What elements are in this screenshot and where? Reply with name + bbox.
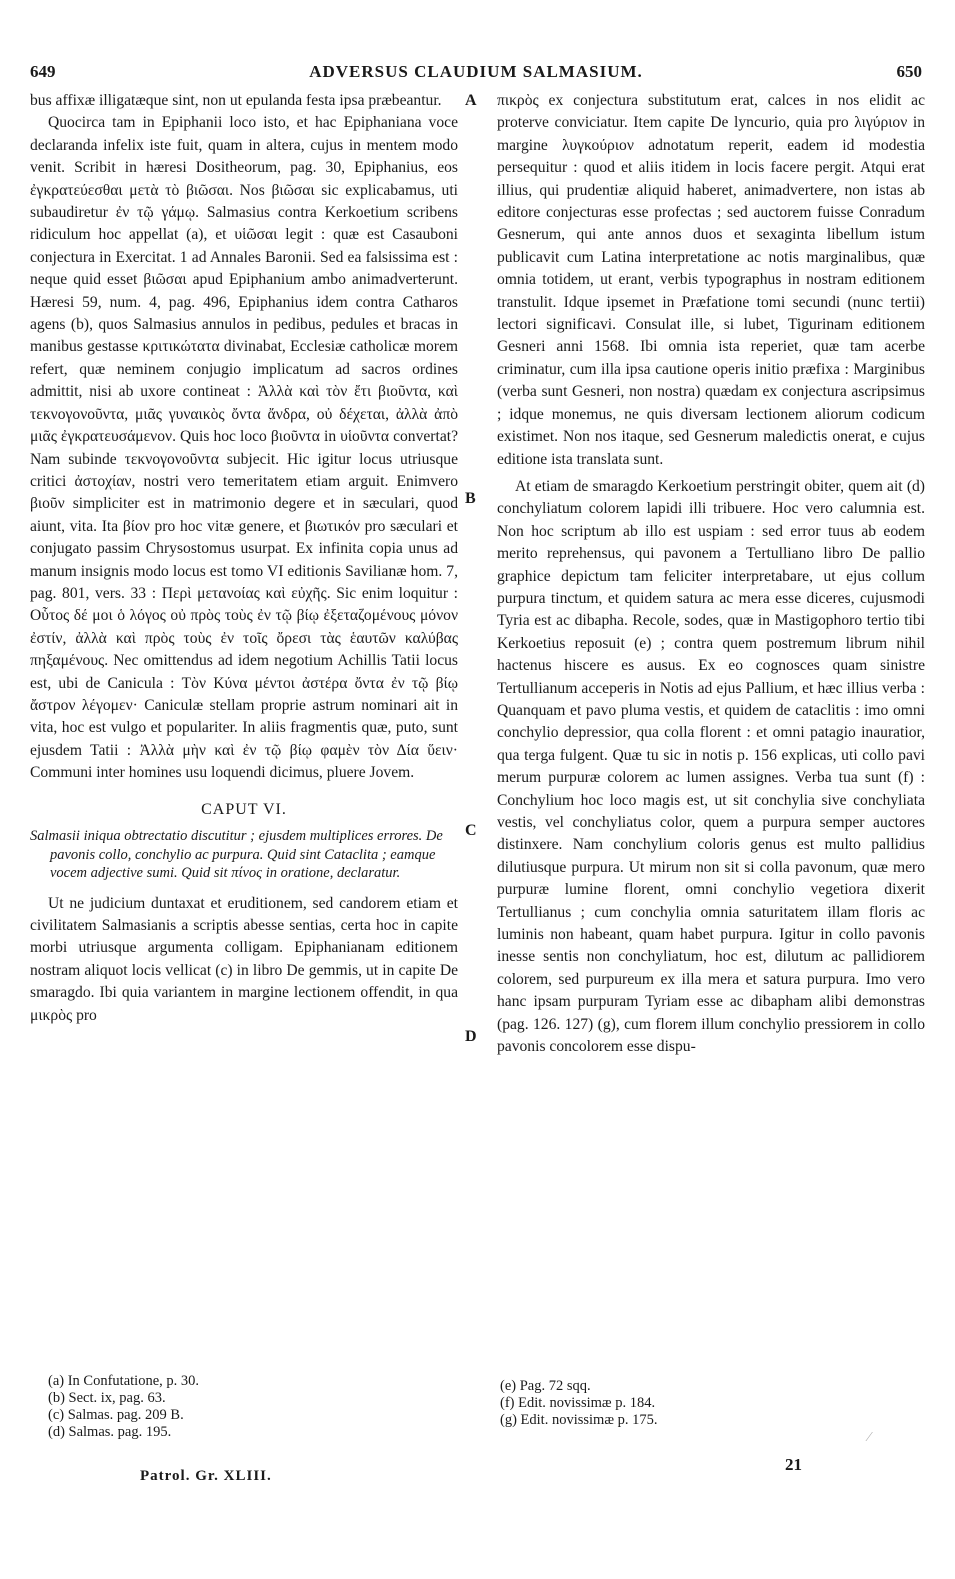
chapter-title: CAPUT VI. (201, 800, 287, 818)
left-paragraph: Quocirca tam in Epiphanii loco isto, et hac Epiphaniana voce declaranda infelix iste fuit, quam in altera, cujus in mentem modo venit. Scribit in hæresi Dositheorum, pag. 30, Epiphanius, eos ἐγκρατεύεσθαι μετὰ τὸ βιῶσαι. Nos βιῶσαι sic explicabamus, uti subaudiretur ἐν τῷ γάμῳ. Salmasius contra Kerkoetium scribens ridiculum hoc appellat (a), et υἱῶσαι legit : quæ est Casauboni conjectura in Exercitat. 1 ad Annales Baronii. Sed ea falsissima est : neque quid esset βιῶσαι apud Epiphanium ambo animadverterunt. Hæresi 59, num. 4, pag. 496, Epiphanius idem contra Catharos agens (b), quos Salmasius annulos in pedibus, pedules et bracas in manibus gestasse κριτικώτατα divinabat, Ecclesiæ catholicæ morem refert, quæ neminem conjugio implicatum ad sacros ordines admittit, nisi ab uxore contineat : Ἀλλὰ καὶ τὸν ἔτι βιοῦντα, καὶ τεκνογονοῦντα, μιᾶς γυναικὸς ὄντα ἄνδρα, οὐ δέχεται, ἀλλὰ ἀπὸ μιᾶς ἐγκρατευσάμενον. Quis hoc loco βιοῦντα in υἱοῦντα convertat? Nam subinde τεκνογονοῦντα subjecit. Hic igitur locus utriusque critici ἀστοχίαν, nostri vero temeritatem etiam arguit. Enimvero βιοῦν simpliciter est in matrimonio degere et in sæculari, quod aiunt, vita. Ita βίον pro hoc vitæ genere, et βιωτικόν pro sæculari et conjugato passim Chrysostomus usurpat. Ex infinita copia unus ad manum insignis modo locus est tomo VI editionis Savilianæ hom. 7, pag. 801, vers. 33 : Περὶ μετανοίας καὶ εὐχῆς. Sic enim loquitur : Οὗτος δέ μοι ὁ λόγος οὐ πρὸς τοὺς ἐν τῷ βίῳ ἐξεταζομένους μόνον ἐστίν, ἀλλὰ καὶ πρὸς τοὺς ἐν τοῖς ὄρεσι τὰς ἑαυτῶν καλύβας πηξαμένους. Nec omittendus ad idem negotium Achillis Tatii locus est, ubi de Canicula : Τὸν Κύνα μέντοι ἀστέρα ὄντα ἐν τῷ βίῳ ἄστρον λέγομεν· Caniculæ stellam proprie astrum nominari ait in vita, hoc est vulgo et populariter. In aliis fragmentis quæ, puto, sunt ejusdem Tatii : Ἀλλὰ μὴν καὶ ἐν τῷ βίῳ φαμὲν τὸν Δία ὕειν· Communi inter homines usu loquendi dicimus, pluere Jovem. (30, 114, 458, 782)
footnote: (f) Edit. novissimæ p. 184. (500, 1395, 656, 1411)
left-paragraph: bus affixæ illigatæque sint, non ut epulanda festa ipsa præbeantur. (30, 92, 442, 109)
margin-marker-c: C (465, 822, 477, 839)
chapter-summary: Salmasii iniqua obtrectatio discutitur ; ejusdem multiplices errores. De pavonis collo, conchylio ac purpura. Quid sint Cataclita ; eamque vocem adjective sumi. Quid sit πίνος in oratione, declaratur. (30, 828, 443, 881)
left-column (30, 90, 458, 1027)
footnote: (g) Edit. novissimæ p. 175. (500, 1412, 658, 1428)
footnote: (d) Salmas. pag. 195. (48, 1424, 172, 1440)
margin-marker-d: D (465, 1028, 477, 1045)
margin-marker-b: B (465, 490, 476, 507)
right-paragraph: At etiam de smaragdo Kerkoetium perstringit obiter, quem ait (d) conchyliatum colorem lapidi illi tribuere. Hoc vero calumnia est. Non hoc scriptum ab illo est uspiam : sed error tuus ab eodem merito reprehensus, qui pavonem a Tertulliano libro De pallio graphice depictum tam feliciter interpretabare, ut ejus collum purpura tinctum, et quidem satura ac mera esse diceres, cujusmodi Tyria est ac dibapha. Recole, sodes, quæ in Mastigophoro tertio tibi Kerkoetius reposuit (e) ; contra quem postremum librum nihil hactenus hiscere es ausus. Ex eo cognosces quam sinistre Tertullianum acceperis in Notis ad ejus Pallium, et hæc illius verba : Quanquam et pavo pluma vestis, et quidem de cataclitis : imo omni conchylio depressior, qua colla florent : et omni patagio inauratior, qua terga fulgent. Quæ tu sic in notis p. 156 explicas, uti collo pavi merum purpuræ colorem ac lumen assignes. Verba tua sunt (f) : Conchylium hoc loco magis est, ut sit conchylia sive conchyliata vestis, vel conchyliatus color, quem a purpura semper auctores distinxere. Nam conchylium coloris genus est multo pallidius dilutiusque purpura. Ut mirum non sit si colla pavonum, quæ mero purpuræ lumine florent, omni conchylio vegetiora dixerit Tertullianus ; cum conchylia omnia saturitatem illam floris ac luminis non habeant, quam habet purpura. Igitur in collo pavonis inesse sentis non conchyliatum, hoc est, dilutum ac pallidiorem colorem, sed purpureum ex illa mera et satura purpura. Imo vero hanc ipsam purpuram Tyriam esse ac dibapham alibi demonstras (pag. 126. 127) (g), cum florem illum conchylio pressiorem in collo pavonis concolorem esse dispu- (497, 477, 925, 1056)
footnote: (a) In Confutatione, p. 30. (48, 1373, 200, 1389)
right-paragraph: πικρὸς ex conjectura substitutum erat, calces in nos elidit ac proterve conviciatur. Item capite De lyncurio, quia pro λιγύριον in margine λυγκούριον adnotatum reperit, eadem id modestia persequitur : quod et aliis itidem in locis facere pergit. Atqui erat illius, qui prudentiæ aliquid haberet, animadvertere, non istas ab editore conjecturas esse profectas ; sed auctorem fuisse Conradum Gesnerum, qui ante annos duos et sexaginta libellum istum publicavit cum Latina interpretatione ac notis marginalibus, quæ omnia totidem, ut erant, verbis typographus in nostram editionem transtulit. Idque ipsemet in Præfatione tomi secundi (nunc tertii) lectori significavi. Consulat ille, si lubet, Tigurinam editionem Gesneri anni 1568. Ibi omnia ista reperiet, quæ tam acerbe criminatur, cum illa ipsa cautione operis initio præfixa : Marginibus (verba sunt Gesneri, non nostra) quædam ex conjectura ascripsimus ; idque monemus, ne quis diversam lectionem aliorum codicum existimet. Non nos itaque, sed Gesnerum maledictis onerat, e cujus editione ista translata sunt. (497, 92, 925, 468)
left-column-number: 649 (30, 62, 56, 81)
patrologia-signature-line: Patrol. Gr. XLIII. (140, 1468, 272, 1484)
right-column (497, 90, 925, 1058)
running-header (30, 62, 922, 86)
footnote: (b) Sect. ix, pag. 63. (48, 1390, 166, 1406)
running-title: ADVERSUS CLAUDIUM SALMASIUM. (309, 62, 643, 81)
right-column-number: 650 (896, 62, 922, 81)
left-paragraph: Ut ne judicium duntaxat et eruditionem, sed candorem etiam et civilitatem Salmasianis a scriptis abesse sentias, certa hoc in capite morbi utriusque argumenta colligam. Epiphanianam editionem nostram aliquot locis vellicat (c) in libro De gemmis, ut in capite De smaragdo. Ibi quia variantem in margine lectionem offendit, in qua μικρὸς pro (30, 894, 458, 1024)
right-footnotes (500, 1378, 800, 1429)
margin-marker-a: A (465, 92, 477, 109)
ink-mark-icon: ⁄ (868, 1430, 871, 1445)
printer-signature-number: 21 (785, 1455, 802, 1474)
left-footnotes (48, 1373, 348, 1441)
footnote: (e) Pag. 72 sqq. (500, 1378, 591, 1394)
footnote: (c) Salmas. pag. 209 B. (48, 1407, 184, 1423)
